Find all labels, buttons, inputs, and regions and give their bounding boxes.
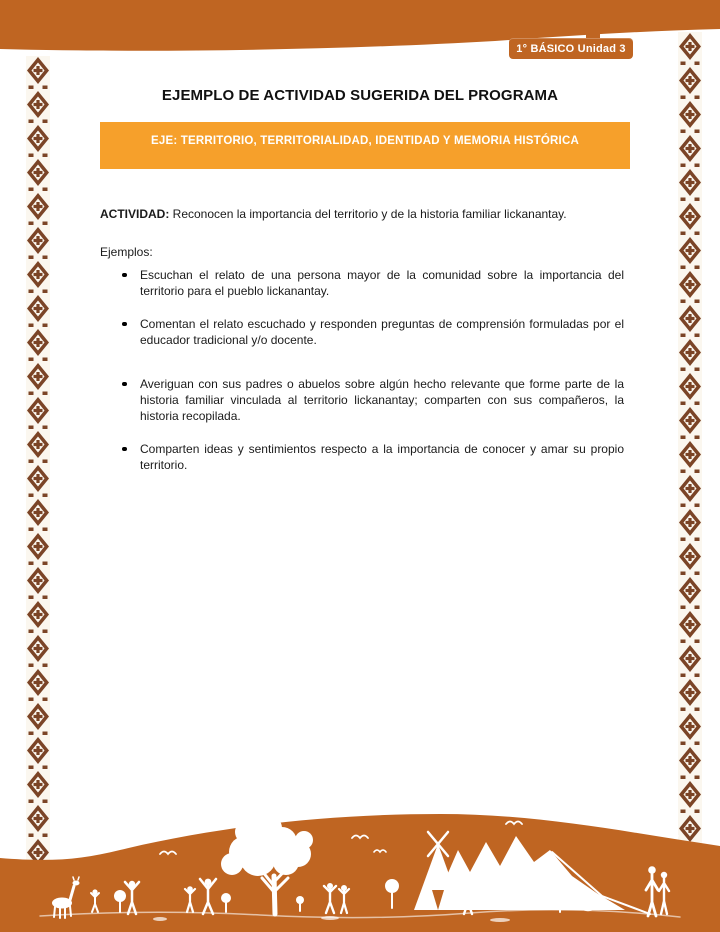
eje-banner [100, 122, 630, 169]
list-item [100, 376, 624, 424]
examples-list [100, 267, 624, 473]
list-item [100, 316, 624, 348]
example-text: Escuchan el relato de una persona mayor de la comunidad sobre la importancia del territorio para el pueblo lickanantay. [140, 268, 624, 298]
eje-banner-label: EJE: TERRITORIO, TERRITORIALIDAD, IDENTIDAD Y MEMORIA HISTÓRICA [151, 134, 579, 147]
activity-text: Reconocen la importancia del territorio y de la historia familiar lickanantay. [169, 207, 567, 221]
bullet-icon [122, 273, 127, 278]
activity-section [100, 206, 624, 490]
list-item [100, 441, 624, 473]
bullet-icon [122, 322, 127, 327]
bullet-icon [122, 447, 127, 452]
list-item [100, 267, 624, 299]
activity-label: ACTIVIDAD: [100, 207, 170, 221]
bullet-icon [122, 382, 127, 387]
page-title: EJEMPLO DE ACTIVIDAD SUGERIDA DEL PROGRAMA [161, 87, 559, 104]
example-text: Comentan el relato escuchado y responden preguntas de comprensión formuladas por el educador tradicional y/o docente. [140, 317, 624, 347]
example-text: Averiguan con sus padres o abuelos sobre algún hecho relevante que forme parte de la historia familiar vinculada al territorio lickanantay; comparten con sus compañeros, la historia recopilada. [140, 377, 624, 423]
unit-badge-label: 1° BÁSICO Unidad 3 [516, 42, 626, 55]
landscape-illustration [0, 790, 720, 932]
examples-label: Ejemplos: [100, 245, 153, 259]
activity-line [100, 206, 624, 223]
unit-badge [509, 38, 633, 59]
example-text: Comparten ideas y sentimientos respecto a la importancia de conocer y amar su propio territorio. [140, 442, 624, 472]
